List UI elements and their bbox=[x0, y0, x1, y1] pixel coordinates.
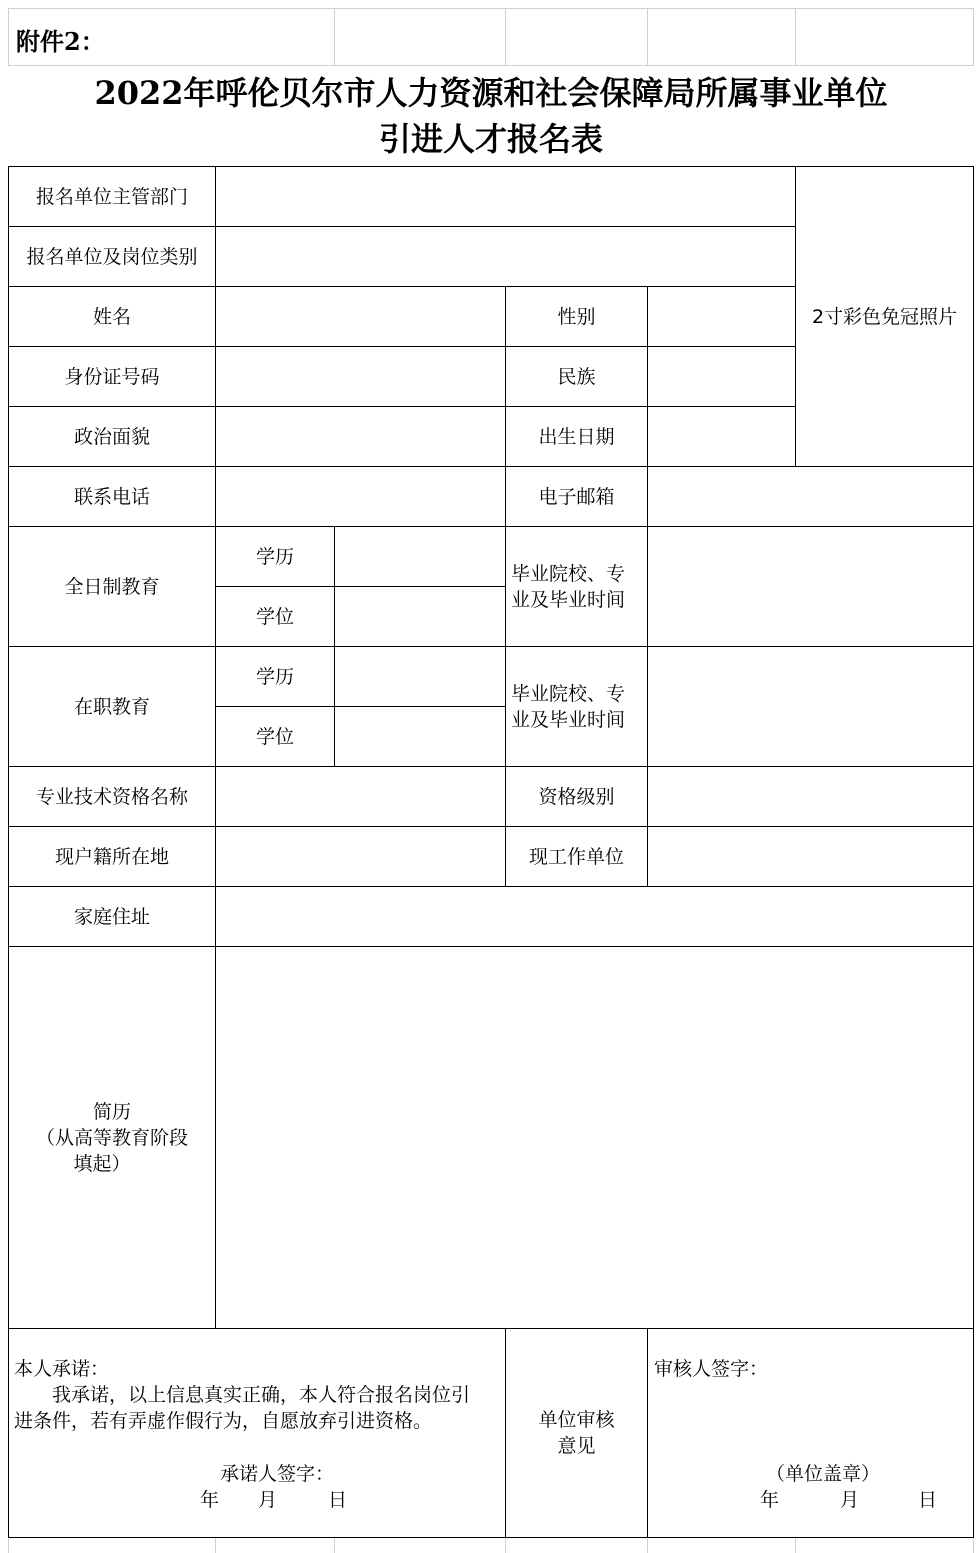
review-year: 年 bbox=[760, 1489, 780, 1511]
label-birth: 出生日期 bbox=[505, 406, 648, 467]
label-inservice-degree: 学位 bbox=[215, 706, 335, 767]
photo-box[interactable]: 2寸彩色免冠照片 bbox=[795, 166, 974, 467]
pledge-year: 年 bbox=[200, 1489, 220, 1511]
field-qual-level[interactable] bbox=[647, 766, 974, 827]
reviewer-signature-label: 审核人签字： bbox=[654, 1358, 769, 1380]
label-hukou: 现户籍所在地 bbox=[8, 826, 216, 887]
label-fulltime-edu: 全日制教育 bbox=[8, 526, 216, 647]
field-qualification[interactable] bbox=[215, 766, 506, 827]
label-id-no: 身份证号码 bbox=[8, 346, 216, 407]
label-email: 电子邮箱 bbox=[505, 466, 648, 527]
attachment-label: 附件2： bbox=[16, 27, 105, 56]
field-hukou[interactable] bbox=[215, 826, 506, 887]
label-inservice-education: 学历 bbox=[215, 646, 335, 707]
field-fulltime-education[interactable] bbox=[334, 526, 506, 587]
label-phone: 联系电话 bbox=[8, 466, 216, 527]
field-dept[interactable] bbox=[215, 166, 796, 227]
label-qualification: 专业技术资格名称 bbox=[8, 766, 216, 827]
field-fulltime-degree[interactable] bbox=[334, 586, 506, 647]
field-politics[interactable] bbox=[215, 406, 506, 467]
title-line-2: 引进人才报名表 bbox=[378, 120, 603, 158]
field-inservice-degree[interactable] bbox=[334, 706, 506, 767]
label-fulltime-education: 学历 bbox=[215, 526, 335, 587]
review-line-2: 意见 bbox=[557, 1435, 596, 1457]
field-ethnicity[interactable] bbox=[647, 346, 796, 407]
field-name[interactable] bbox=[215, 286, 506, 347]
label-ethnicity: 民族 bbox=[505, 346, 648, 407]
label-name: 姓名 bbox=[8, 286, 216, 347]
form-title bbox=[8, 70, 974, 162]
label-dept: 报名单位主管部门 bbox=[8, 166, 216, 227]
pledge-text-line-1: 我承诺，以上信息真实正确，本人符合报名岗位引 bbox=[52, 1384, 471, 1406]
label-inservice-grad-info bbox=[505, 646, 648, 767]
pledge-month: 月 bbox=[258, 1489, 278, 1511]
field-id-no[interactable] bbox=[215, 346, 506, 407]
grad-info-line-1: 毕业院校、专 bbox=[511, 562, 626, 585]
resume-line-2: （从高等教育阶段 bbox=[35, 1126, 188, 1149]
field-inservice-education[interactable] bbox=[334, 646, 506, 707]
title-line-1: 2022年呼伦贝尔市人力资源和社会保障局所属事业单位 bbox=[94, 74, 888, 112]
resume-line-1: 简历 bbox=[92, 1100, 131, 1123]
review-month: 月 bbox=[840, 1489, 860, 1511]
review-day: 日 bbox=[918, 1489, 938, 1511]
label-resume bbox=[8, 946, 216, 1329]
unit-seal-label: （单位盖章） bbox=[766, 1463, 881, 1485]
label-unit-post: 报名单位及岗位类别 bbox=[8, 226, 216, 287]
label-unit-review bbox=[505, 1328, 648, 1538]
field-email[interactable] bbox=[647, 466, 974, 527]
pledge-day: 日 bbox=[328, 1489, 348, 1511]
label-address: 家庭住址 bbox=[8, 886, 216, 947]
field-address[interactable] bbox=[215, 886, 974, 947]
grad-info-line-1: 毕业院校、专 bbox=[511, 682, 626, 705]
field-fulltime-grad-info[interactable] bbox=[647, 526, 974, 647]
field-birth[interactable] bbox=[647, 406, 796, 467]
field-work-unit[interactable] bbox=[647, 826, 974, 887]
field-resume[interactable] bbox=[215, 946, 974, 1329]
label-qual-level: 资格级别 bbox=[505, 766, 648, 827]
label-fulltime-grad-info bbox=[505, 526, 648, 647]
grad-info-line-2: 业及毕业时间 bbox=[511, 708, 626, 731]
review-line-1: 单位审核 bbox=[538, 1409, 615, 1431]
pledge-signer-label: 承诺人签字： bbox=[220, 1463, 335, 1485]
pledge-text-line-2: 进条件，若有弄虚作假行为，自愿放弃引进资格。 bbox=[14, 1410, 433, 1432]
grad-info-line-2: 业及毕业时间 bbox=[511, 588, 626, 611]
field-gender[interactable] bbox=[647, 286, 796, 347]
field-inservice-grad-info[interactable] bbox=[647, 646, 974, 767]
label-work-unit: 现工作单位 bbox=[505, 826, 648, 887]
label-politics: 政治面貌 bbox=[8, 406, 216, 467]
field-unit-post[interactable] bbox=[215, 226, 796, 287]
pledge-heading: 本人承诺： bbox=[14, 1358, 110, 1380]
label-inservice-edu: 在职教育 bbox=[8, 646, 216, 767]
sheet-gridlines bbox=[8, 8, 974, 66]
field-phone[interactable] bbox=[215, 466, 506, 527]
resume-line-3: 填起） bbox=[73, 1152, 131, 1175]
label-gender: 性别 bbox=[505, 286, 648, 347]
label-fulltime-degree: 学位 bbox=[215, 586, 335, 647]
